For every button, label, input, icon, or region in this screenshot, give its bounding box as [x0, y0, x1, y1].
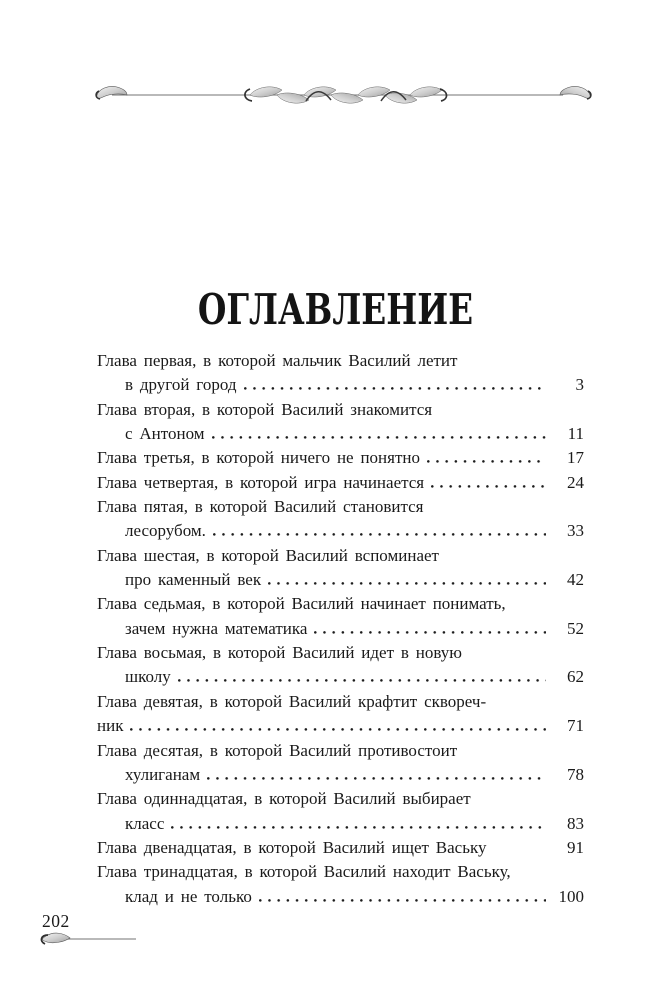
chapter-title-text: ник — [97, 716, 124, 736]
chapter-title-text: Глава девятая, в которой Василий крафтит сквореч- — [97, 691, 487, 711]
page-number: 83 — [567, 813, 584, 833]
leader-dots — [427, 460, 546, 463]
chapter-title-text: в другой город — [125, 375, 237, 395]
leader-dots — [268, 582, 546, 585]
toc-line — [97, 836, 584, 860]
leader-dots — [178, 679, 546, 682]
chapter-title-text: Глава десятая, в которой Василий противостоит — [97, 740, 458, 760]
leader-dots — [171, 826, 546, 829]
toc-line — [97, 544, 584, 568]
folio-flourish-ornament — [34, 929, 154, 951]
page-number: 71 — [567, 716, 584, 736]
chapter-title-text: Глава восьмая, в которой Василий идет в новую — [97, 643, 462, 663]
page-number: 52 — [567, 618, 584, 638]
toc-line — [97, 349, 584, 373]
toc-line — [97, 495, 584, 519]
chapter-title-text: хулиганам — [125, 764, 201, 784]
chapter-title-text: школу — [125, 667, 171, 687]
page-number: 42 — [567, 570, 584, 590]
leader-dots — [213, 533, 546, 536]
toc-line — [97, 690, 584, 714]
page-number: 33 — [567, 521, 584, 541]
leader-dots — [314, 631, 546, 634]
page-number: 17 — [567, 448, 584, 468]
toc-line — [97, 763, 584, 787]
toc-line — [97, 714, 584, 738]
chapter-title-text: лесорубом. — [125, 521, 206, 541]
folio-number: 202 — [42, 911, 70, 931]
toc-line — [97, 422, 584, 446]
leader-dots — [207, 777, 546, 780]
chapter-title-text: Глава двенадцатая, в которой Василий ищет Ваську — [97, 837, 487, 857]
chapter-title-text: Глава одиннадцатая, в которой Василий выбирает — [97, 789, 471, 809]
chapter-title-text: зачем нужна математика — [125, 618, 308, 638]
toc-line — [97, 592, 584, 616]
chapter-title-text: Глава вторая, в которой Василий знакомится — [97, 399, 433, 419]
page-number: 3 — [575, 375, 584, 395]
page-number: 11 — [567, 424, 584, 444]
toc-line — [97, 519, 584, 543]
chapter-title-text: Глава шестая, в которой Василий вспоминает — [97, 545, 439, 565]
chapter-title-text: Глава первая, в которой мальчик Василий летит — [97, 351, 458, 370]
toc-line — [97, 617, 584, 641]
chapter-title-text: класс — [125, 813, 165, 833]
page-number: 100 — [558, 886, 584, 906]
chapter-title-text: с Антоном — [125, 424, 205, 444]
page-number: 24 — [567, 472, 584, 492]
chapter-title-text: Глава третья, в которой ничего не понятно — [97, 448, 420, 468]
leader-dots — [431, 485, 546, 488]
toc-line — [97, 373, 584, 397]
toc-line — [97, 398, 584, 422]
page-number: 62 — [567, 667, 584, 687]
leader-dots — [259, 899, 546, 902]
toc-line — [97, 885, 584, 909]
toc-line — [97, 787, 584, 811]
toc-line — [97, 860, 584, 884]
chapter-title-text: Глава четвертая, в которой игра начинается — [97, 472, 425, 492]
toc-line — [97, 471, 584, 495]
toc-line — [97, 641, 584, 665]
table-of-contents — [97, 349, 584, 909]
leader-dots — [212, 436, 546, 439]
toc-line — [97, 739, 584, 763]
leader-dots — [244, 387, 546, 390]
page-number: 78 — [567, 764, 584, 784]
toc-line — [97, 568, 584, 592]
toc-line — [97, 812, 584, 836]
chapter-title-text: Глава седьмая, в которой Василий начинает понимать, — [97, 594, 506, 614]
chapter-title-text: клад и не только — [125, 886, 252, 906]
toc-line — [97, 665, 584, 689]
page-number: 91 — [567, 837, 584, 857]
garland-rule-ornament — [0, 80, 671, 110]
leader-dots — [130, 728, 546, 731]
chapter-title-text: про каменный век — [125, 570, 262, 590]
toc-line — [97, 446, 584, 470]
chapter-title-text: Глава тринадцатая, в которой Василий находит Ваську, — [97, 862, 511, 882]
chapter-title-text: Глава пятая, в которой Василий становится — [97, 497, 424, 517]
page-title: ОГЛАВЛЕНИЕ — [197, 285, 474, 334]
